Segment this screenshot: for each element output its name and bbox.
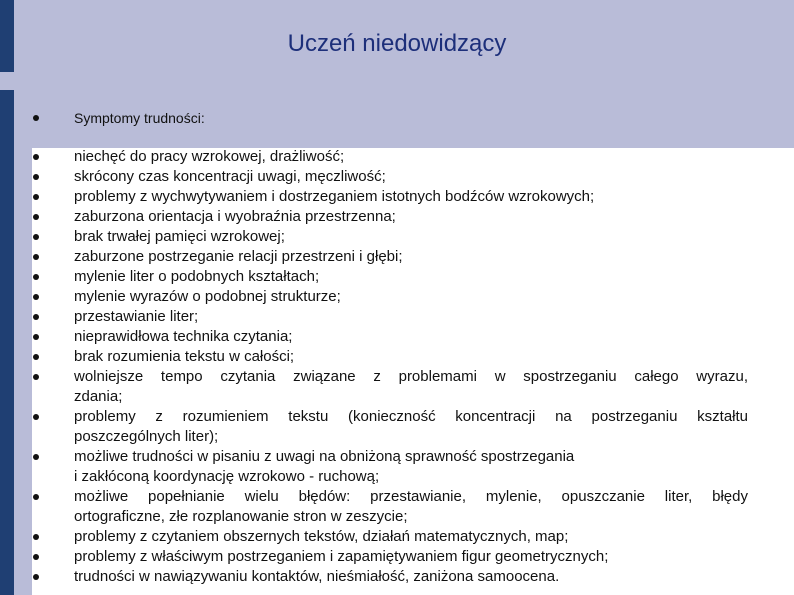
bullet-icon xyxy=(33,254,39,260)
bullet-icon xyxy=(33,354,39,360)
bullet-icon xyxy=(33,534,39,540)
bullet-icon xyxy=(33,454,39,460)
bullet-icon xyxy=(33,414,39,420)
bullet-icon xyxy=(33,494,39,500)
bullet-icon xyxy=(33,214,39,220)
bullet-icon xyxy=(33,154,39,160)
bullet-icon xyxy=(33,234,39,240)
bullet-icon xyxy=(33,554,39,560)
bullet-icon xyxy=(33,314,39,320)
bullet-icon xyxy=(33,194,39,200)
bullet-icon xyxy=(33,334,39,340)
bullet-icon xyxy=(33,374,39,380)
bullet-icon xyxy=(33,574,39,580)
bullet-icon xyxy=(33,294,39,300)
slide-title: Uczeń niedowidzący xyxy=(287,30,507,57)
bullet-icon xyxy=(33,274,39,280)
left-accent-bar-bottom xyxy=(0,90,14,595)
bullet-icon xyxy=(33,115,39,121)
bullet-icon xyxy=(33,174,39,180)
symptoms-heading: Symptomy trudności: xyxy=(74,110,205,126)
